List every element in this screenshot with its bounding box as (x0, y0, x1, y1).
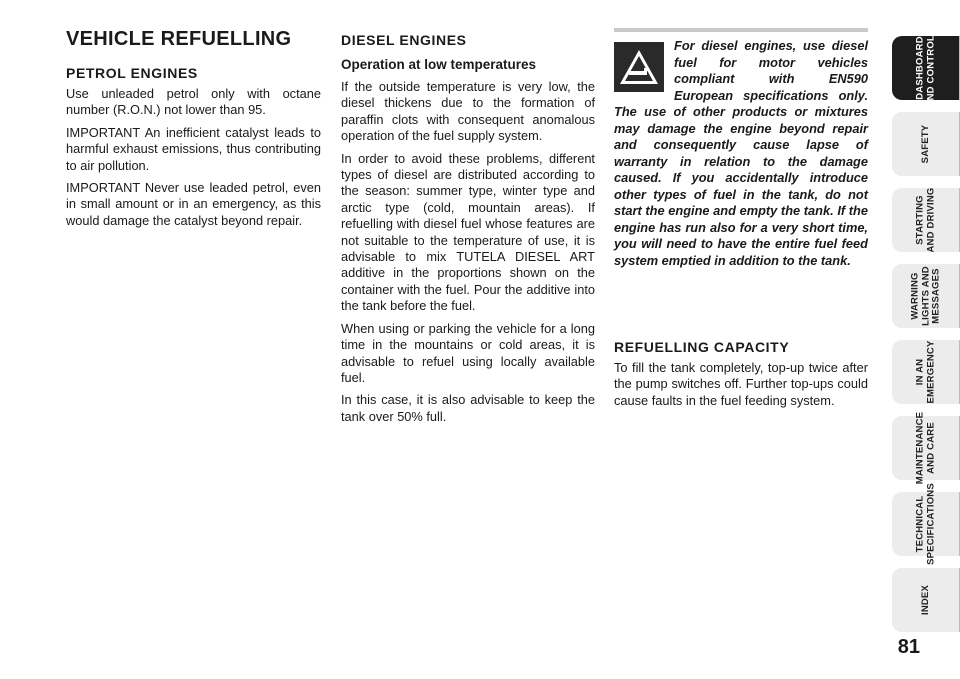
diesel-subheading: Operation at low temperatures (341, 57, 537, 72)
middle-column (341, 28, 595, 431)
refuelling-heading: REFUELLING CAPACITY (614, 339, 790, 355)
tab-safety[interactable] (892, 112, 960, 176)
tab-label: MAINTENANCE AND CARE (914, 411, 936, 485)
diesel-paragraph-3: When using or parking the vehicle for a long time in the mountains or cold areas, it is advisable to refuel using locally available fuel. (341, 320, 595, 385)
tab-label: WARNING LIGHTS AND MESSAGES (909, 266, 942, 326)
tab-label: TECHNICAL SPECIFICATIONS (914, 483, 936, 565)
petrol-paragraph-1: Use unleaded petrol only with octane number (R.O.N.) not lower than 95. (66, 86, 321, 118)
page-number: 81 (897, 636, 920, 658)
warning-text: For diesel engines, use diesel fuel for motor vehicles compliant with EN590 European specifications only. The use of other products or mixtures may damage the engine beyond repair and consequently cause lapse of warranty in relation to the damage caused. If you accidentally introduce other types of fuel in the tank, do not start the engine and empty the tank. If the engine has run also for a very short time, you will need to have the entire fuel feed system emptied in addition to the tank. (614, 38, 868, 268)
petrol-paragraph-3: IMPORTANT Never use leaded petrol, even in small amount or in an emergency, as this would damage the catalyst beyond repair. (66, 180, 321, 228)
diesel-paragraph-1: If the outside temperature is very low, the diesel thickens due to the formation of paraffin clots with consequent anomalous operation of the fuel supply system. (341, 79, 595, 144)
warning-triangle-icon (614, 42, 664, 92)
warning-box (614, 28, 868, 269)
page-title: VEHICLE REFUELLING (66, 28, 292, 50)
tab-label: SAFETY (919, 124, 931, 164)
petrol-heading: PETROL ENGINES (66, 65, 198, 81)
tab-maintenance-and-care[interactable] (892, 411, 960, 485)
diesel-paragraph-2: In order to avoid these problems, different types of diesel are distributed according to the season: summer type, winter type and arctic type (cold, mountain areas). If refuelling with diesel fuel whose features are not suitable to the temperature of use, it is advisable to mix TUTELA DIESEL ART additive in the proportions shown on the container with the fuel. Pour the additive into the tank before the fuel. (341, 150, 595, 314)
right-column (614, 28, 868, 415)
tab-warning-lights-and-messages[interactable] (892, 264, 960, 328)
tab-index[interactable] (892, 568, 960, 632)
tab-label: DASHBOARD AND CONTROLS (914, 28, 936, 108)
tab-label: IN AN EMERGENCY (914, 340, 936, 404)
tab-dashboard-and-controls[interactable] (892, 28, 960, 108)
tab-label: INDEX (919, 584, 931, 616)
diesel-heading: DIESEL ENGINES (341, 32, 467, 48)
tab-label: STARTING AND DRIVING (914, 187, 936, 253)
tab-in-an-emergency[interactable] (892, 340, 960, 404)
diesel-paragraph-4: In this case, it is also advisable to keep the tank over 50% full. (341, 392, 595, 424)
tab-technical-specifications[interactable] (892, 483, 960, 565)
refuelling-section (614, 339, 868, 409)
refuelling-text: To fill the tank completely, top-up twice after the pump switches off. Further top-ups could cause faults in the fuel feeding system. (614, 360, 868, 408)
chapter-tabs (892, 28, 960, 644)
left-column (66, 28, 321, 235)
petrol-paragraph-2: IMPORTANT An inefficient catalyst leads to harmful exhaust emissions, thus contributing to air pollution. (66, 124, 321, 173)
tab-starting-and-driving[interactable] (892, 188, 960, 252)
